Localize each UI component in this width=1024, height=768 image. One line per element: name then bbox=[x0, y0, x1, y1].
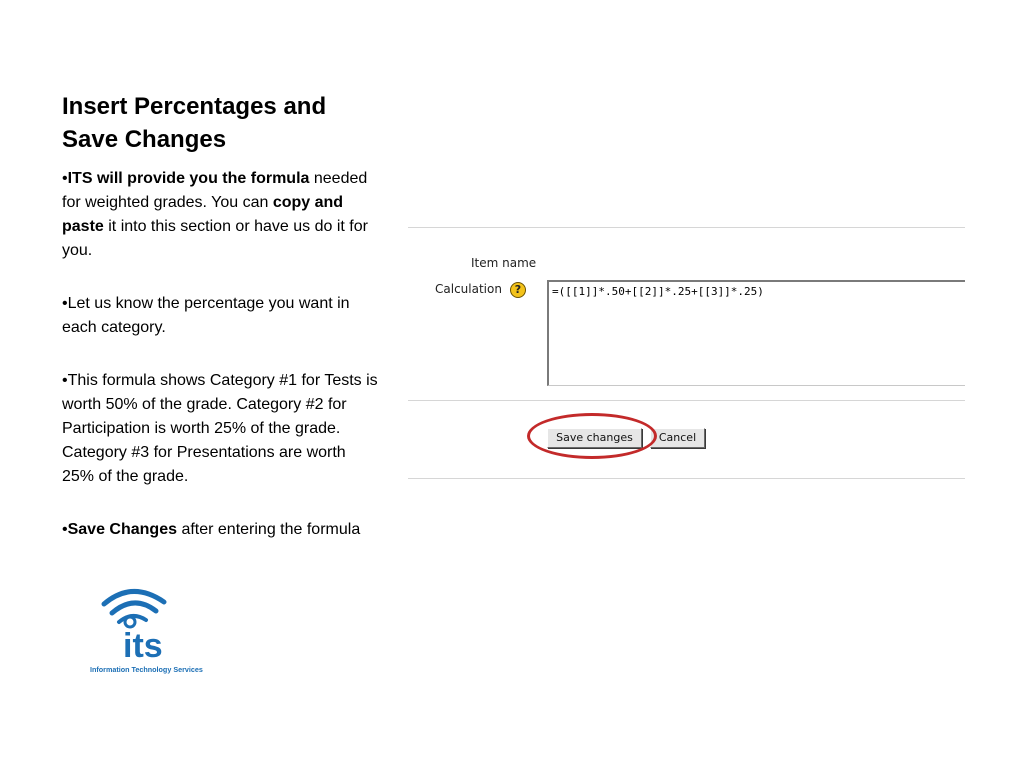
bullet-item: •Let us know the percentage you want in each category. bbox=[62, 295, 350, 336]
item-name-label: Item name bbox=[471, 256, 537, 270]
bullet-bold-text: copy and paste bbox=[62, 194, 344, 235]
divider bbox=[408, 400, 965, 401]
cancel-button[interactable]: Cancel bbox=[650, 428, 705, 448]
divider bbox=[408, 227, 965, 228]
bullet-text: This formula shows Category #1 for Tests is worth 50% of the grade. Category #2 for Participation is worth 25% of the grade. Category #3 for Presentations are worth 25% of the grade. bbox=[62, 372, 378, 485]
logo-dot bbox=[125, 617, 135, 627]
bullet-text: it into this section or have us do it for you. bbox=[62, 218, 368, 259]
bullet-bold-text: ITS will provide you the formula bbox=[67, 170, 310, 187]
bullet-text: Let us know the percentage you want in each category. bbox=[62, 295, 350, 336]
divider bbox=[408, 478, 965, 479]
logo-tagline: Information Technology Services bbox=[90, 665, 203, 674]
highlight-circle bbox=[527, 413, 657, 459]
its-logo bbox=[88, 582, 218, 674]
bullet-text: after entering the formula bbox=[177, 521, 361, 538]
save-changes-button[interactable]: Save changes bbox=[547, 428, 642, 448]
bullet-item: •ITS will provide you the formula needed for weighted grades. You can copy and paste it into this section or have us do it for you. bbox=[62, 170, 368, 259]
calculation-textarea[interactable]: =([[1]]*.50+[[2]]*.25+[[3]]*.25) bbox=[547, 280, 965, 386]
help-icon[interactable]: ? bbox=[510, 282, 526, 298]
slide-title: Insert Percentages and Save Changes bbox=[62, 93, 327, 153]
bullet-bold-text: Save Changes bbox=[67, 521, 177, 538]
bullet-item: •Save Changes after entering the formula bbox=[62, 521, 361, 538]
logo-mark: its bbox=[123, 627, 163, 665]
bullet-text: needed for weighted grades. You can bbox=[62, 170, 368, 211]
calculation-label: Calculation bbox=[435, 282, 502, 296]
bullet-list bbox=[62, 167, 380, 571]
bullet-item: •This formula shows Category #1 for Tests is worth 50% of the grade. Category #2 for Participation is worth 25% of the grade. Category #3 for Presentations are worth 25% of the grade. bbox=[62, 372, 378, 485]
